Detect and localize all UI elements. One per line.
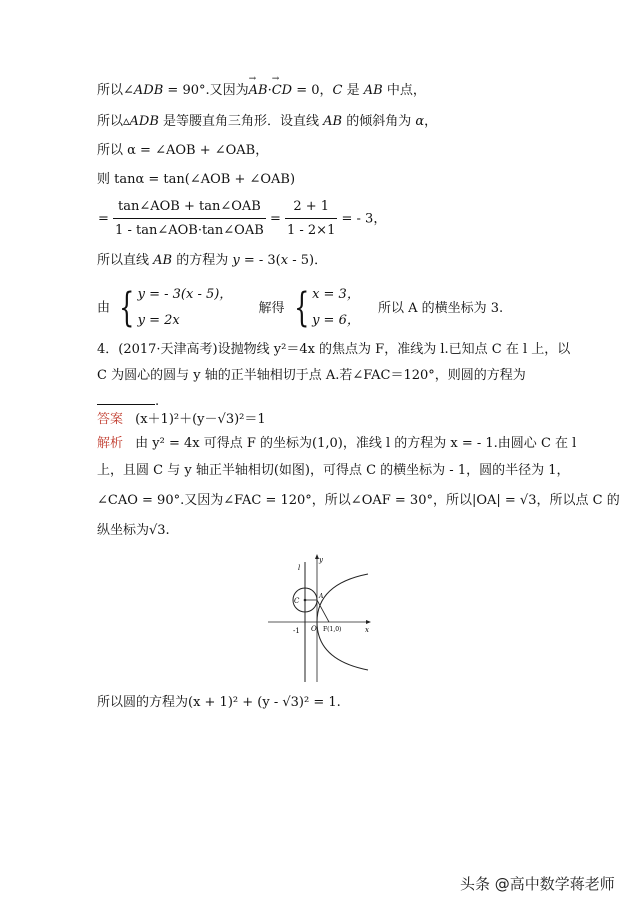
vector-cd: → CD (272, 82, 292, 100)
text: 所以直线 (97, 253, 154, 268)
equation-system-2 (289, 282, 360, 334)
problem-line-1: 4．(2017·天津高考)设抛物线 y²＝4x 的焦点为 F，准线为 l.已知点 C 在 l 上，以 (97, 342, 571, 357)
text: AB (363, 83, 383, 98)
text: · (267, 83, 272, 98)
line-3: 所以 α = ∠AOB + ∠OAB， (97, 143, 269, 158)
fraction-values (285, 198, 337, 240)
answer-line (97, 411, 266, 429)
segment-af (317, 600, 329, 622)
answer-label: 答案 (97, 412, 124, 427)
equals-sign: = (98, 211, 109, 227)
denominator: 1 - tan∠AOB·tan∠OAB (115, 223, 264, 238)
text: 解得 (258, 300, 285, 316)
y-label: y (319, 556, 323, 564)
text: 由 (97, 300, 111, 316)
system-row: y = 6， (312, 313, 360, 328)
text: AB (323, 114, 343, 129)
text: ▵ADB (123, 114, 159, 129)
text: . (155, 394, 160, 409)
fraction-tan-sum (113, 198, 266, 240)
x-label: x (365, 626, 369, 634)
a-label: A (319, 593, 324, 600)
analysis-label: 解析 (97, 436, 124, 451)
line-1 (97, 82, 426, 100)
analysis-line-3: ∠CAO = 90°.又因为∠FAC = 120°，所以∠OAF = 30°，所以|OA| = √3，所以点 C 的 (97, 493, 620, 508)
fraction-line (98, 198, 386, 240)
line-2 (97, 113, 437, 131)
watermark-text: 头条 @高中数学蒋老师 (460, 875, 615, 893)
text: ADB (133, 83, 164, 98)
text: 中点， (382, 83, 426, 98)
system-rows (138, 282, 233, 334)
brace: { (119, 285, 135, 331)
equals-sign: = (269, 211, 281, 227)
center-point (304, 599, 307, 602)
text: = 90°.又因为 (163, 83, 249, 98)
text: - 5)． (288, 253, 328, 268)
text: ， (424, 114, 438, 129)
line-6 (97, 252, 327, 270)
system-row: y = - 3(x - 5)， (137, 287, 233, 302)
line-4: 则 tanα = tan(∠AOB + ∠OAB) (97, 172, 296, 187)
text: 所以∠ (97, 83, 134, 98)
text: 的倾斜角为 (342, 114, 416, 129)
analysis-line-4: 纵坐标为√3. (97, 523, 170, 538)
text: 的方程为 (172, 253, 233, 268)
answer-text: (x＋1)²＋(y－√3)²＝1 (135, 412, 266, 427)
c-label: C (294, 597, 300, 605)
system-row: y = 2x (137, 313, 180, 328)
system-row: x = 3， (312, 287, 360, 302)
x-axis-arrow (366, 620, 371, 624)
text: = - 3， (341, 211, 387, 227)
vector-ab: → AB (249, 82, 268, 100)
text: 所以 A 的横坐标为 3. (377, 300, 504, 316)
answer-blank (97, 392, 155, 405)
text: 是 (342, 83, 364, 98)
problem-line-2: C 为圆心的圆与 y 轴的正半轴相切于点 A.若∠FAC＝120°，则圆的方程为 (97, 368, 526, 383)
text: x (280, 253, 289, 268)
problem-line-3 (97, 392, 159, 411)
parabola-figure (268, 552, 371, 682)
text: α (415, 114, 425, 129)
numerator: tan∠AOB + tan∠OAB (113, 198, 266, 219)
denominator: 1 - 2×1 (286, 223, 336, 238)
text: 所以 (97, 114, 124, 129)
system-line (97, 282, 503, 334)
f-label: F(1,0) (323, 626, 342, 633)
numerator: 2 + 1 (285, 198, 337, 219)
analysis-line-1 (97, 435, 576, 453)
text: 是等腰直角三角形．设直线 (158, 114, 324, 129)
equation-system-1 (114, 282, 232, 334)
text: C (332, 83, 343, 98)
l-label: l (298, 564, 301, 572)
system-rows (312, 282, 360, 334)
o-label: O (311, 625, 317, 633)
minus-one-label: -1 (293, 627, 300, 635)
text: = 0， (292, 83, 333, 98)
analysis-line-2: 上，且圆 C 与 y 轴正半轴相切(如图)，可得点 C 的横坐标为 - 1，圆的半径为 1， (97, 463, 570, 478)
text: 由 y² = 4x 可得点 F 的坐标为(1,0)，准线 l 的方程为 x = - 1.由圆心 C 在 l (135, 436, 577, 451)
text: y (232, 253, 240, 268)
text: AB (153, 253, 173, 268)
conclusion-line: 所以圆的方程为(x + 1)² + (y - √3)² = 1. (97, 695, 341, 710)
brace: { (293, 285, 309, 331)
text: = - 3( (239, 253, 281, 268)
